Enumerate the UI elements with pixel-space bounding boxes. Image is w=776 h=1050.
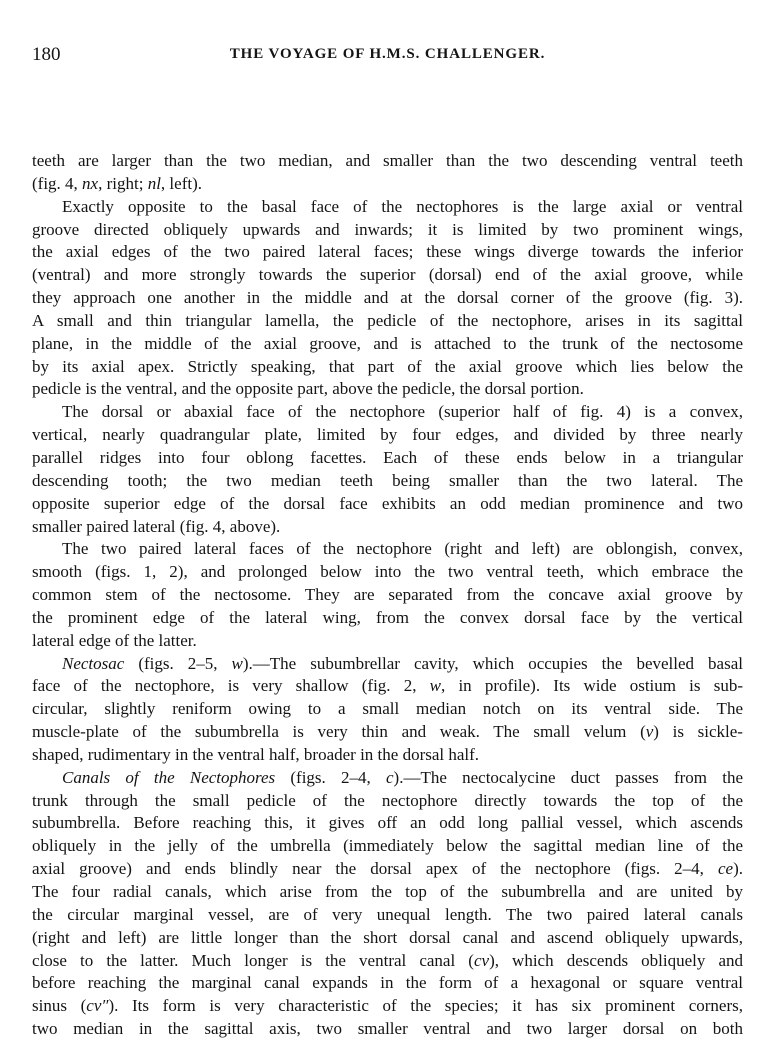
- text-line: [32, 744, 743, 767]
- text-line: [32, 995, 743, 1018]
- text-line: [32, 653, 743, 676]
- text-line: [32, 447, 743, 470]
- text-line: [32, 264, 743, 287]
- italic-text-run: nx: [82, 173, 99, 193]
- text-line: [32, 972, 743, 995]
- text-line: [32, 927, 743, 950]
- text-run: obliquely in the jelly of the umbrella (immediately below the sagittal median line of the: [32, 836, 743, 856]
- text-run: A small and thin triangular lamella, the pedicle of the nectophore, arises in its sagittal: [32, 310, 743, 330]
- paragraph: [32, 401, 743, 538]
- text-run: face of the nectophore, is very shallow (fig. 2,: [32, 676, 430, 696]
- text-run: descending tooth; the two median teeth being smaller than the two lateral. The: [32, 470, 743, 490]
- text-line: [32, 196, 743, 219]
- text-line: [32, 287, 743, 310]
- text-run: (fig. 4,: [32, 173, 83, 193]
- text-run: (figs. 2–5,: [124, 653, 232, 673]
- text-line: [32, 561, 743, 584]
- text-line: [32, 812, 743, 835]
- text-line: [32, 1018, 743, 1041]
- text-run: the circular marginal vessel, are of very unequal length. The two paired lateral canals: [32, 904, 743, 924]
- text-line: [32, 607, 743, 630]
- text-run: shaped, rudimentary in the ventral half, broader in the dorsal half.: [32, 744, 480, 764]
- italic-text-run: ce: [717, 859, 734, 879]
- text-run: axial groove) and ends blindly near the dorsal apex of the nectophore (figs. 2–4,: [32, 859, 718, 879]
- text-line: [32, 470, 743, 493]
- text-run: circular, slightly reniform owing to a small median notch on its ventral side. The: [32, 699, 743, 719]
- text-run: (ventral) and more strongly towards the superior (dorsal) end of the axial groove, while: [32, 265, 743, 285]
- text-run: ), which descends obliquely and: [489, 950, 743, 970]
- text-line: [32, 219, 743, 242]
- text-run: plane, in the middle of the axial groove, and is attached to the trunk of the nectosome: [32, 333, 743, 353]
- text-run: muscle-plate of the subumbrella is very thin and weak. The small velum (: [32, 722, 646, 742]
- text-line: [32, 630, 743, 653]
- text-line: [32, 356, 743, 379]
- text-run: smaller paired lateral (fig. 4, above).: [32, 516, 281, 536]
- text-run: subumbrella. Before reaching this, it gives off an odd long pallial vessel, which ascends: [32, 813, 743, 833]
- text-run: (figs. 2–4,: [275, 767, 386, 787]
- text-run: ).—The subumbrellar cavity, which occupies the bevelled basal: [242, 653, 743, 673]
- text-line: [32, 790, 743, 813]
- text-run: common stem of the nectosome. They are separated from the concave axial groove by: [32, 585, 743, 605]
- text-run: smooth (figs. 1, 2), and prolonged below into the two ventral teeth, which embrace the: [32, 562, 743, 582]
- paragraph: [32, 150, 743, 196]
- text-line: [32, 333, 743, 356]
- text-line: [32, 675, 743, 698]
- italic-text-run: cv″: [86, 996, 109, 1016]
- text-run: parallel ridges into four oblong facettes. Each of these ends below in a triangular: [32, 447, 743, 467]
- text-line: [32, 835, 743, 858]
- text-run: ). Its form is very characteristic of the species; it has six prominent corners,: [108, 996, 743, 1016]
- paragraph: [32, 767, 743, 1041]
- paragraph: [32, 196, 743, 402]
- text-line: [32, 767, 743, 790]
- text-run: vertical, nearly quadrangular plate, limited by four edges, and divided by three nearly: [32, 425, 743, 445]
- text-run: The two paired lateral faces of the nectophore (right and left) are oblongish, convex,: [62, 539, 743, 559]
- text-line: [32, 698, 743, 721]
- text-run: , in profile). Its wide ostium is sub-: [441, 676, 743, 696]
- text-run: The dorsal or abaxial face of the nectophore (superior half of fig. 4) is a convex,: [62, 402, 743, 422]
- text-line: [32, 401, 743, 424]
- text-line: [32, 241, 743, 264]
- text-line: [32, 858, 743, 881]
- page-number: 180: [32, 44, 61, 65]
- text-run: trunk through the small pedicle of the nectophore directly towards the top of the: [32, 790, 743, 810]
- text-run: , left).: [160, 173, 202, 193]
- text-run: ) is sickle-: [653, 722, 743, 742]
- paragraph: [32, 538, 743, 652]
- text-run: sinus (: [32, 996, 87, 1016]
- text-run: (right and left) are little longer than the short dorsal canal and ascend obliquely upwards,: [32, 927, 743, 947]
- text-run: the axial edges of the two paired lateral faces; these wings diverge towards the inferior: [32, 242, 743, 262]
- text-run: they approach one another in the middle and at the dorsal corner of the groove (fig. 3).: [32, 288, 743, 308]
- text-run: lateral edge of the latter.: [32, 630, 197, 650]
- text-run: , right;: [98, 173, 148, 193]
- italic-text-run: v: [645, 722, 654, 742]
- page-header: [32, 44, 743, 68]
- text-line: [32, 538, 743, 561]
- paragraph: [32, 653, 743, 767]
- text-line: [32, 150, 743, 173]
- text-run: Exactly opposite to the basal face of the nectophores is the large axial or ventral: [62, 196, 743, 216]
- text-run: opposite superior edge of the dorsal face exhibits an odd median prominence and two: [32, 493, 743, 513]
- italic-text-run: Canals of the Nectophores: [62, 767, 276, 787]
- text-run: two median in the sagittal axis, two smaller ventral and two larger dorsal on both: [32, 1019, 743, 1039]
- text-line: [32, 378, 743, 401]
- text-run: pedicle is the ventral, and the opposite part, above the pedicle, the dorsal portion.: [32, 379, 584, 399]
- text-line: [32, 310, 743, 333]
- italic-text-run: nl: [147, 173, 161, 193]
- text-line: [32, 584, 743, 607]
- text-line: [32, 950, 743, 973]
- text-line: [32, 493, 743, 516]
- text-line: [32, 881, 743, 904]
- text-run: the prominent edge of the lateral wing, from the convex dorsal face by the vertical: [32, 607, 743, 627]
- text-run: before reaching the marginal canal expands in the form of a hexagonal or square ventral: [32, 973, 743, 993]
- running-title: THE VOYAGE OF H.M.S. CHALLENGER.: [229, 46, 546, 62]
- text-line: [32, 904, 743, 927]
- text-run: close to the latter. Much longer is the ventral canal (: [32, 950, 474, 970]
- italic-text-run: c: [386, 767, 394, 787]
- body-text: [32, 150, 743, 1041]
- italic-text-run: cv: [473, 950, 490, 970]
- italic-text-run: w: [429, 676, 442, 696]
- text-run: groove directed obliquely upwards and inwards; it is limited by two prominent wings,: [32, 219, 743, 239]
- text-run: ).—The nectocalycine duct passes from the: [393, 767, 743, 787]
- text-line: [32, 173, 743, 196]
- text-line: [32, 516, 743, 539]
- text-run: The four radial canals, which arise from the top of the subumbrella and are united by: [32, 882, 743, 901]
- italic-text-run: Nectosac: [62, 653, 125, 673]
- text-line: [32, 424, 743, 447]
- italic-text-run: w: [231, 653, 243, 673]
- text-line: [32, 721, 743, 744]
- text-run: by its axial apex. Strictly speaking, that part of the axial groove which lies below the: [32, 356, 743, 376]
- text-run: ).: [733, 859, 743, 879]
- text-run: teeth are larger than the two median, and smaller than the two descending ventral teeth: [32, 151, 743, 170]
